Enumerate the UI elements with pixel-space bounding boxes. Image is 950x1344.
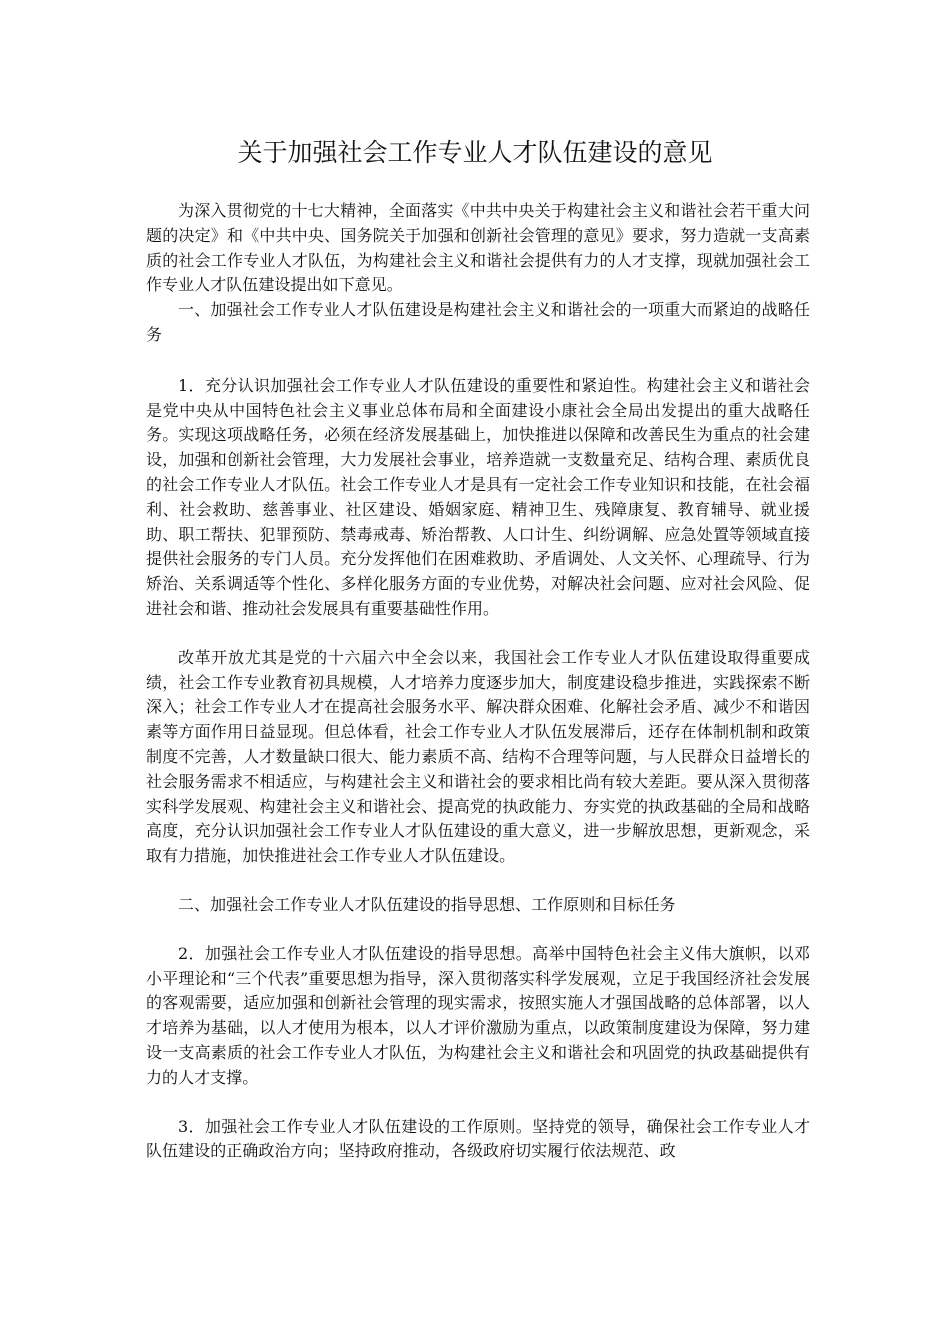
paragraph-item-3: 3．加强社会工作专业人才队伍建设的工作原则。坚持党的领导，确保社会工作专业人才队伍建设的正确政治方向；坚持政府推动，各级政府切实履行依法规范、政 xyxy=(146,1116,810,1161)
section-heading-1: 一、加强社会工作专业人才队伍建设是构建社会主义和谐社会的一项重大而紧迫的战略任务 xyxy=(146,300,810,344)
paragraph-intro: 为深入贯彻党的十七大精神，全面落实《中共中央关于构建社会主义和谐社会若干重大问题的决定》和《中共中央、国务院关于加强和创新社会管理的意见》要求，努力造就一支高素质的社会工作专业人才队伍，为构建社会主义和谐社会提供有力的人才支撑，现就加强社会工作专业人才队伍建设提出如下意见。 xyxy=(146,201,810,295)
document-title: 关于加强社会工作专业人才队伍建设的意见 xyxy=(237,138,713,167)
paragraph-item-2: 2．加强社会工作专业人才队伍建设的指导思想。高举中国特色社会主义伟大旗帜，以邓小平理论和“三个代表”重要思想为指导，深入贯彻落实科学发展观，立足于我国经济社会发展的客观需要，适应加强和创新社会管理的现实需求，按照实施人才强国战略的总体部署，以人才培养为基础，以人才使用为根本，以人才评价激励为重点，以政策制度建设为保障，努力建设一支高素质的社会工作专业人才队伍，为构建社会主义和谐社会和巩固党的执政基础提供有力的人才支撑。 xyxy=(146,943,810,1087)
document-body xyxy=(146,199,810,1164)
paragraph-item-1: 1．充分认识加强社会工作专业人才队伍建设的重要性和紧迫性。构建社会主义和谐社会是党中央从中国特色社会主义事业总体布局和全面建设小康社会全局出发提出的重大战略任务。实现这项战略任务，必须在经济发展基础上，加快推进以保障和改善民生为重点的社会建设，加强和创新社会管理，大力发展社会事业，培养造就一支数量充足、结构合理、素质优良的社会工作专业人才队伍。社会工作专业人才是具有一定社会工作专业知识和技能，在社会福利、社会救助、慈善事业、社区建设、婚姻家庭、精神卫生、残障康复、教育辅导、就业援助、职工帮扶、犯罪预防、禁毒戒毒、矫治帮教、人口计生、纠纷调解、应急处置等领域直接提供社会服务的专门人员。充分发挥他们在困难救助、矛盾调处、人文关怀、心理疏导、行为矫治、关系调适等个性化、多样化服务方面的专业优势，对解决社会问题、应对社会风险、促进社会和谐、推动社会发展具有重要基础性作用。 xyxy=(146,375,810,618)
section-heading-2: 二、加强社会工作专业人才队伍建设的指导思想、工作原则和目标任务 xyxy=(178,894,676,914)
paragraph-reform: 改革开放尤其是党的十六届六中全会以来，我国社会工作专业人才队伍建设取得重要成绩，社会工作专业教育初具规模，人才培养力度逐步加大，制度建设稳步推进，实践探索不断深入；社会工作专业人才在提高社会服务水平、解决群众困难、化解社会矛盾、减少不和谐因素等方面作用日益显现。但总体看，社会工作专业人才队伍发展滞后，还存在体制机制和政策制度不完善，人才数量缺口很大、能力素质不高、结构不合理等问题，与人民群众日益增长的社会服务需求不相适应，与构建社会主义和谐社会的要求相比尚有较大差距。要从深入贯彻落实科学发展观、构建社会主义和谐社会、提高党的执政能力、夯实党的执政基础的全局和战略高度，充分认识加强社会工作专业人才队伍建设的重大意义，进一步解放思想，更新观念，采取有力措施，加快推进社会工作专业人才队伍建设。 xyxy=(146,647,810,866)
